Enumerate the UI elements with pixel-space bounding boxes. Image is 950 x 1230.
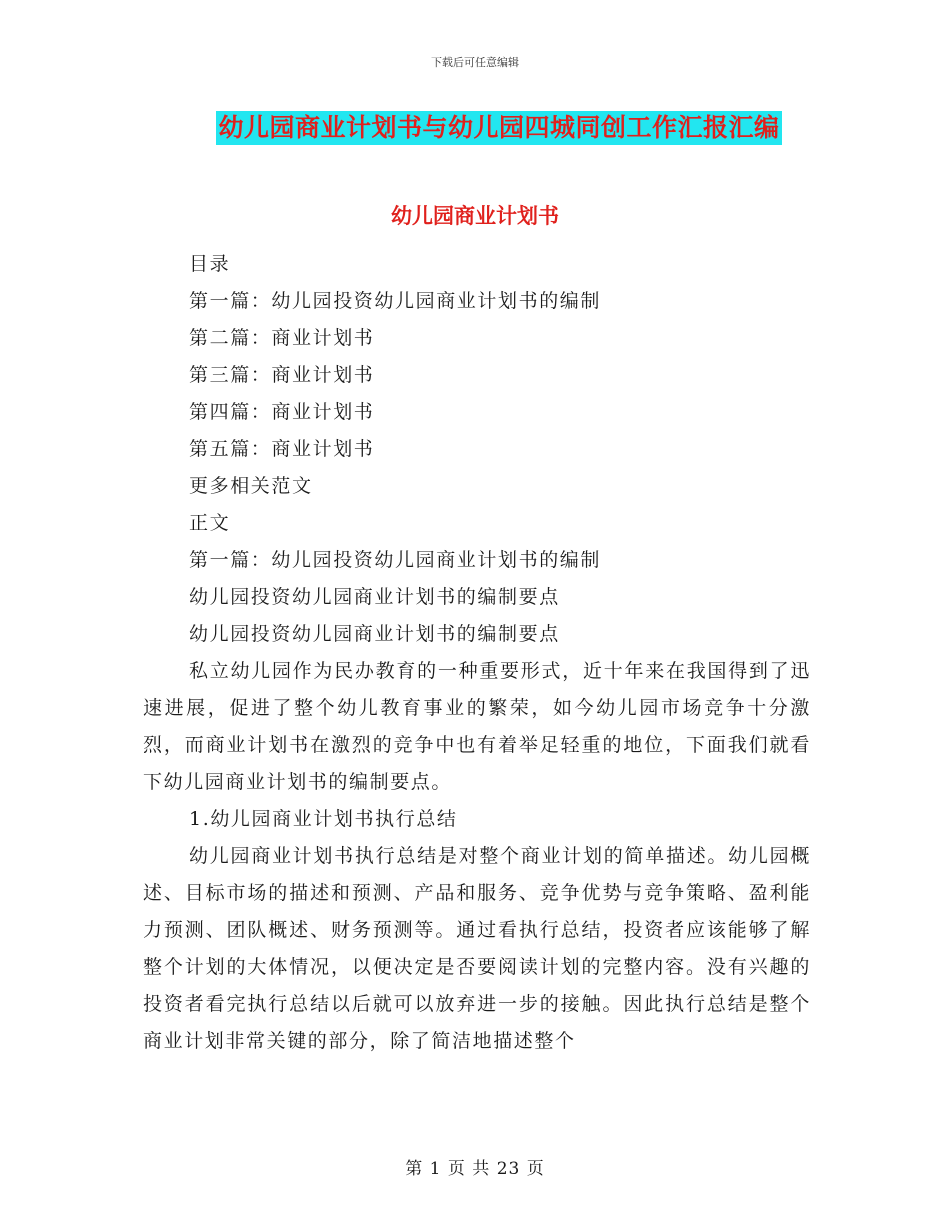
chapter-1-subtitle-repeat: 幼儿园投资幼儿园商业计划书的编制要点 (189, 623, 560, 645)
body-heading: 正文 (189, 512, 231, 534)
document-title: 幼儿园商业计划书与幼儿园四城同创工作汇报汇编 (216, 111, 781, 145)
intro-paragraph: 私立幼儿园作为民办教育的一种重要形式，近十年来在我国得到了迅速进展，促进了整个幼儿教育事业的繁荣，如今幼儿园市场竞争十分激烈，而商业计划书在激烈的竞争中也有着举足轻重的地位，下面我们就看下幼儿园商业计划书的编制要点。 (143, 660, 811, 793)
toc-heading: 目录 (189, 253, 231, 275)
page-header-note: 下载后可任意编辑 (431, 56, 519, 69)
toc-item-more: 更多相关范文 (189, 475, 313, 497)
section-1-paragraph: 幼儿园商业计划书执行总结是对整个商业计划的简单描述。幼儿园概述、目标市场的描述和预测、产品和服务、竞争优势与竞争策略、盈利能力预测、团队概述、财务预测等。通过看执行总结，投资者应该能够了解整个计划的大体情况，以便决定是否要阅读计划的完整内容。没有兴趣的投资者看完执行总结以后就可以放弃进一步的接触。因此执行总结是整个商业计划非常关键的部分，除了简洁地描述整个 (143, 845, 811, 1052)
chapter-1-heading: 第一篇：幼儿园投资幼儿园商业计划书的编制 (189, 549, 602, 571)
toc-item-chapter-4: 第四篇：商业计划书 (189, 401, 375, 423)
document-title-container (0, 111, 950, 145)
chapter-1-subtitle: 幼儿园投资幼儿园商业计划书的编制要点 (189, 586, 560, 608)
toc-item-chapter-2: 第二篇：商业计划书 (189, 327, 375, 349)
toc-item-chapter-3: 第三篇：商业计划书 (189, 364, 375, 386)
section-1-heading: 1.幼儿园商业计划书执行总结 (189, 808, 458, 830)
document-body (143, 246, 811, 1060)
page-footer-number: 第 1 页 共 23 页 (405, 1159, 545, 1179)
section-title: 幼儿园商业计划书 (391, 203, 559, 228)
toc-item-chapter-1: 第一篇：幼儿园投资幼儿园商业计划书的编制 (189, 290, 602, 312)
toc-item-chapter-5: 第五篇：商业计划书 (189, 438, 375, 460)
